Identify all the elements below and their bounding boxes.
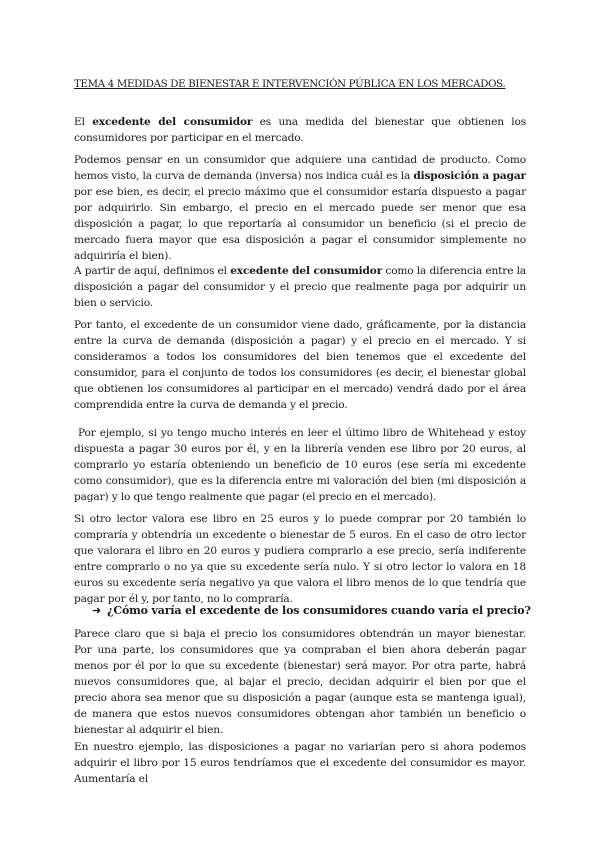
page-title: TEMA 4 MEDIDAS DE BIENESTAR E INTERVENCIÓN PÚBLICA EN LOS MERCADOS. [74,79,506,90]
paragraph: Si otro lector valora ese libro en 25 euros y lo puede comprar por 20 también lo compraría y obtendría un excedente o bienestar de 5 euros. En el caso de otro lector que valorara el libro en 20 euros y pudiera comprarlo a ese precio, sería indiferente entre comprarlo o no ya que su excedente sería nulo. Y si otro lector lo valora en 18 euros su excedente sería negativo ya que valora el libro menos de lo que tendría que pagar por él y, por tanto, no lo compraría. [74,513,526,605]
paragraph: Por ejemplo, si yo tengo mucho interés en leer el último libro de Whitehead y estoy dispuesta a pagar 30 euros por él, y en la librería venden ese libro por 20 euros, al comprarlo yo estaría obteniendo un beneficio de 10 euros (ese sería mi excedente como consumidor), que es la diferencia entre mi valoración del bien (mi disposición a pagar) y lo que tengo realmente que pagar (el precio en el mercado). [74,427,526,503]
text-run: es una medida del bienestar que obtienen los consumidores por participar en el mercado. [74,116,526,144]
bold-term: excedente del consumidor [230,265,383,277]
arrow-icon: ➜ [92,604,102,617]
text-run: A partir de aquí, definimos el [74,265,231,277]
text-run: Podemos pensar en un consumidor que adquiere una cantidad de producto. Como hemos visto, la curva de demanda (inversa) nos indica cuál es la [74,154,526,182]
section-surplus [74,263,526,419]
paragraph [74,263,526,311]
bold-term: disposición a pagar [413,170,526,182]
paragraph: En nuestro ejemplo, las disposiciones a pagar no variarían pero si ahora podemos adquirir el libro por 15 euros tendríamos que el excedente del consumidor es mayor. Aumentaría el [74,741,526,785]
text-run: por ese bien, es decir, el precio máximo que el consumidor estaría dispuesto a pagar por adquirirlo. Sin embargo, el precio en el mercado puede ser menor que esa disposición a pagar, lo que reportaría al consumidor un beneficio (si el precio de mercado fuera mayor que esa disposición a pagar el consumidor simplemente no adquiriría el bien). [74,186,526,262]
text-run: El [74,116,93,128]
section-definition [74,114,526,270]
section-example [74,425,526,613]
question-text: ¿Cómo varía el excedente de los consumidores cuando varía el precio? [107,604,531,617]
paragraph [74,152,526,264]
paragraph [74,114,526,146]
section-price-change [74,626,526,744]
bold-term: excedente del consumidor [92,116,253,128]
question-heading [92,603,532,619]
paragraph: Parece claro que si baja el precio los consumidores obtendrán un mayor bienestar. Por una parte, los consumidores que ya compraban el bien ahora deberán pagar menos por él por lo que su excedente (bienestar) será mayor. Por otra parte, habrá nuevos consumidores que, al bajar el precio, decidan adquirir el bien por que el precio ahora sea menor que su disposición a pagar (aunque esta se mantenga igual), de manera que estos nuevos consumidores obtengan ahor también un beneficio o bienestar al adquirir el bien. [74,628,526,736]
section-example-continued [74,739,526,793]
text-run: como la diferencia entre la disposición a pagar del consumidor y el precio que realmente paga por adquirir un bien o servicio. [74,265,526,309]
paragraph: Por tanto, el excedente de un consumidor viene dado, gráficamente, por la distancia entre la curva de demanda (disposición a pagar) y el precio en el mercado. Y si consideramos a todos los consumidores del bien tenemos que el excedente del consumidor, para el conjunto de todos los consumidores (es decir, el bienestar global que obtienen los consumidores al participar en el mercado) vendrá dado por el área comprendida entre la curva de demanda y el precio. [74,319,526,411]
